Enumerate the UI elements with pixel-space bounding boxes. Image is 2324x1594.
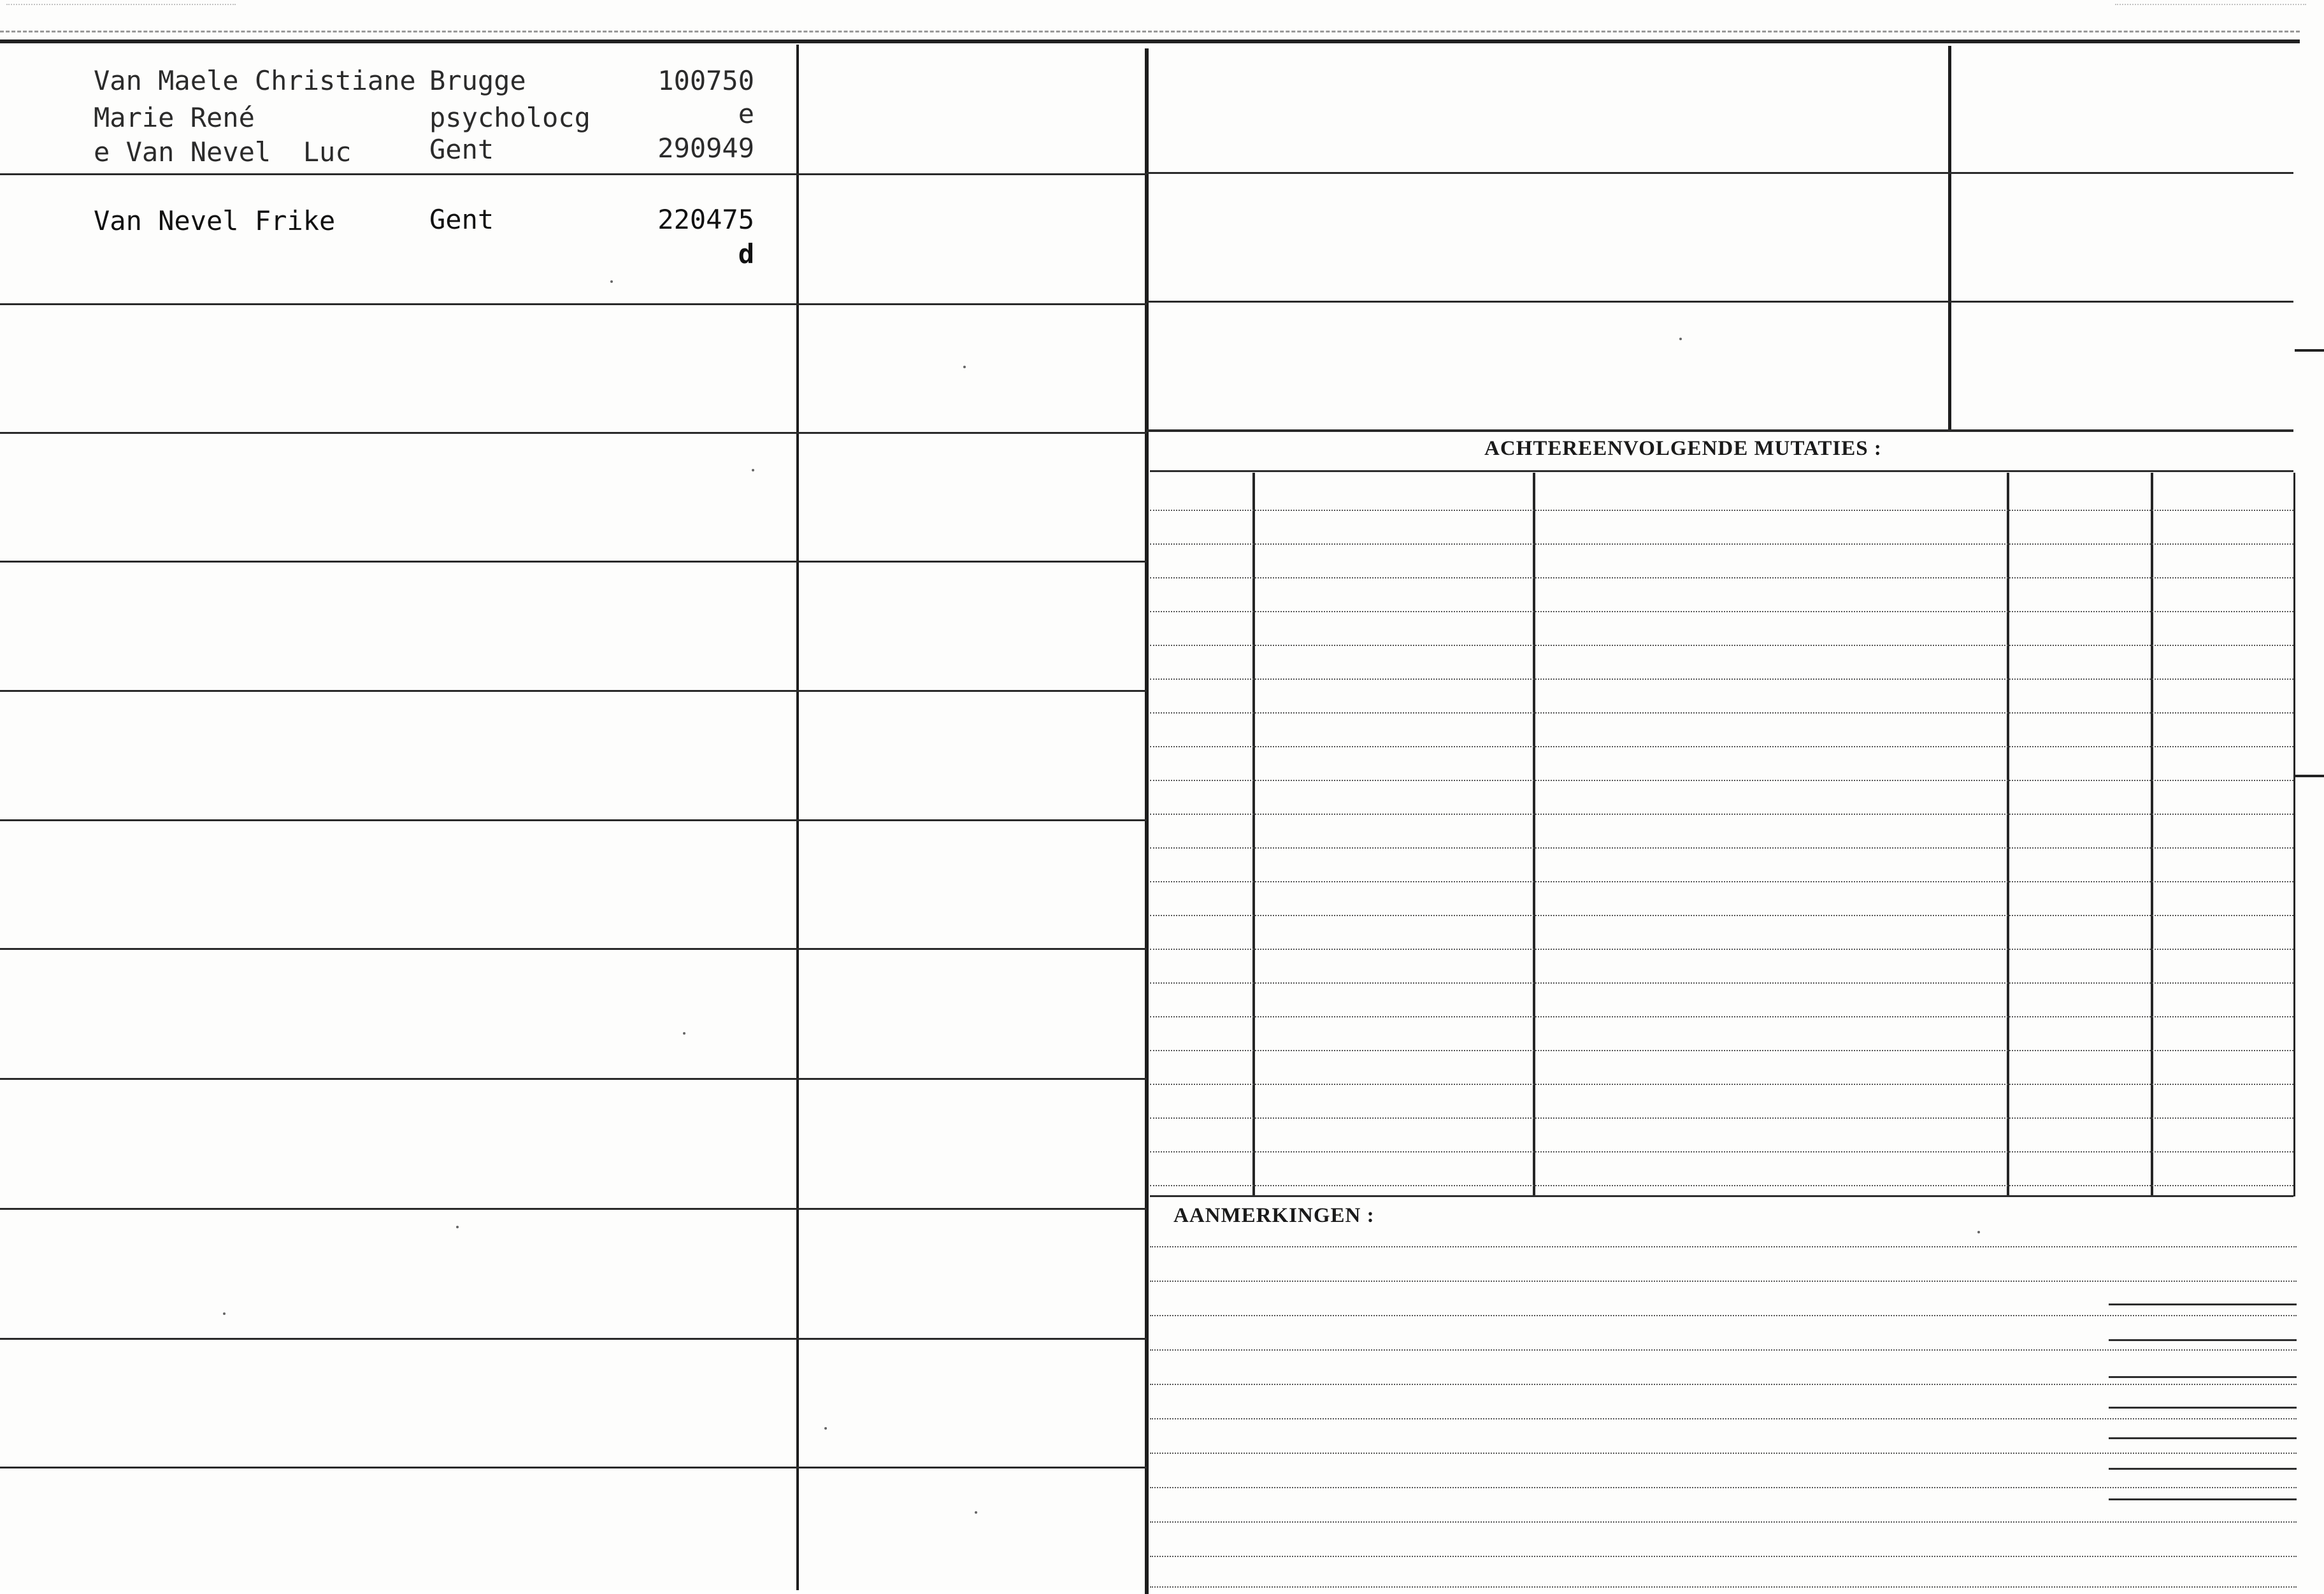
column-divider-2: [1145, 48, 1149, 1594]
ledger-row-line: [0, 1208, 1147, 1210]
mutations-row-line: [1150, 712, 2293, 714]
ledger-row-line: [0, 690, 1147, 692]
mutations-row-line: [1150, 949, 2293, 950]
panel-row-line: [1147, 172, 2293, 174]
scan-artifact: [2115, 4, 2306, 27]
remarks-margin-mark: [2109, 1376, 2297, 1378]
header-dashed-rule: [0, 31, 2300, 32]
entry-code: 290949: [657, 133, 754, 164]
mutations-row-line: [1150, 1050, 2293, 1051]
remarks-row-line: [1150, 1349, 2297, 1351]
ledger-row-line: [0, 1078, 1147, 1080]
entry-code: 100750: [657, 65, 754, 96]
panel-row-line: [1147, 301, 2293, 303]
header-rule: [0, 39, 2300, 43]
entry-name: e Van Nevel Luc: [94, 136, 352, 168]
mutations-column-divider: [2151, 473, 2153, 1196]
ledger-row-line: [0, 173, 1147, 175]
scan-speck: [1679, 338, 1682, 340]
mutations-row-line: [1150, 645, 2293, 646]
mutations-row-line: [1150, 611, 2293, 612]
mutations-row-line: [1150, 577, 2293, 578]
remarks-row-line: [1150, 1453, 2297, 1454]
remarks-row-line: [1150, 1246, 2297, 1247]
entry-name: Van Maele Christiane: [94, 65, 416, 96]
entry-code: e: [738, 98, 754, 129]
mutations-header-line: [1150, 470, 2293, 472]
remarks-row-line: [1150, 1315, 2297, 1316]
mutations-row-line: [1150, 982, 2293, 984]
mutations-row-line: [1150, 915, 2293, 916]
remarks-row-line: [1150, 1586, 2297, 1588]
mutations-column-divider: [2293, 473, 2295, 1196]
mutations-row-line: [1150, 1117, 2293, 1119]
remarks-margin-mark: [2109, 1437, 2297, 1439]
mutations-title: ACHTEREENVOLGENDE MUTATIES :: [1484, 437, 1882, 460]
remarks-row-line: [1150, 1281, 2297, 1282]
entry-place: Gent: [429, 134, 494, 165]
scan-speck: [963, 366, 966, 368]
mutations-column-divider: [1533, 473, 1535, 1196]
entry-place: psycholocg: [429, 102, 591, 133]
mutations-row-line: [1150, 847, 2293, 849]
entry-place: Gent: [429, 204, 494, 235]
mutations-row-line: [1150, 1151, 2293, 1152]
mutations-row-line: [1150, 679, 2293, 680]
scan-speck: [975, 1511, 977, 1514]
remarks-margin-mark: [2109, 1303, 2297, 1305]
scan-speck: [824, 1427, 827, 1430]
remarks-margin-mark: [2109, 1339, 2297, 1341]
remarks-row-line: [1150, 1556, 2297, 1557]
mutations-row-line: [1150, 543, 2293, 545]
remarks-margin-mark: [2109, 1498, 2297, 1500]
mutations-row-line: [1150, 1185, 2293, 1186]
mutations-bottom-line: [1150, 1195, 2293, 1197]
entry-name: Van Nevel Frike: [94, 205, 336, 236]
ledger-row-line: [0, 948, 1147, 950]
remarks-title: AANMERKINGEN :: [1173, 1204, 1375, 1227]
entry-code: d: [738, 238, 754, 269]
remarks-row-line: [1150, 1418, 2297, 1419]
scan-artifact: [6, 4, 236, 27]
scan-speck: [752, 469, 754, 471]
margin-tick: [2295, 775, 2324, 777]
column-divider-3: [1948, 46, 1951, 431]
ledger-row-line: [0, 1338, 1147, 1340]
remarks-row-line: [1150, 1384, 2297, 1385]
column-divider-1: [796, 45, 799, 1590]
mutations-column-divider: [1252, 473, 1255, 1196]
mutations-row-line: [1150, 881, 2293, 882]
mutations-row-line: [1150, 780, 2293, 781]
ledger-row-line: [0, 561, 1147, 563]
ledger-row-line: [0, 303, 1147, 305]
scan-speck: [683, 1032, 685, 1035]
mutations-row-line: [1150, 814, 2293, 815]
remarks-row-line: [1150, 1487, 2297, 1488]
mutations-row-line: [1150, 1084, 2293, 1085]
mutations-row-line: [1150, 510, 2293, 511]
mutations-column-divider: [2007, 473, 2009, 1196]
entry-code: 220475: [657, 204, 754, 235]
entry-place: Brugge: [429, 65, 526, 96]
entry-name: Marie René: [94, 102, 255, 133]
ledger-row-line: [0, 1467, 1147, 1468]
ledger-row-line: [0, 819, 1147, 821]
panel-row-line: [1147, 429, 2293, 432]
remarks-margin-mark: [2109, 1407, 2297, 1409]
mutations-row-line: [1150, 1016, 2293, 1017]
margin-tick: [2295, 349, 2324, 352]
remarks-row-line: [1150, 1521, 2297, 1523]
remarks-margin-mark: [2109, 1468, 2297, 1470]
scan-speck: [223, 1312, 226, 1315]
scan-speck: [610, 280, 613, 283]
ledger-row-line: [0, 432, 1147, 434]
scan-speck: [456, 1226, 459, 1228]
mutations-row-line: [1150, 746, 2293, 747]
scan-speck: [1977, 1231, 1980, 1233]
